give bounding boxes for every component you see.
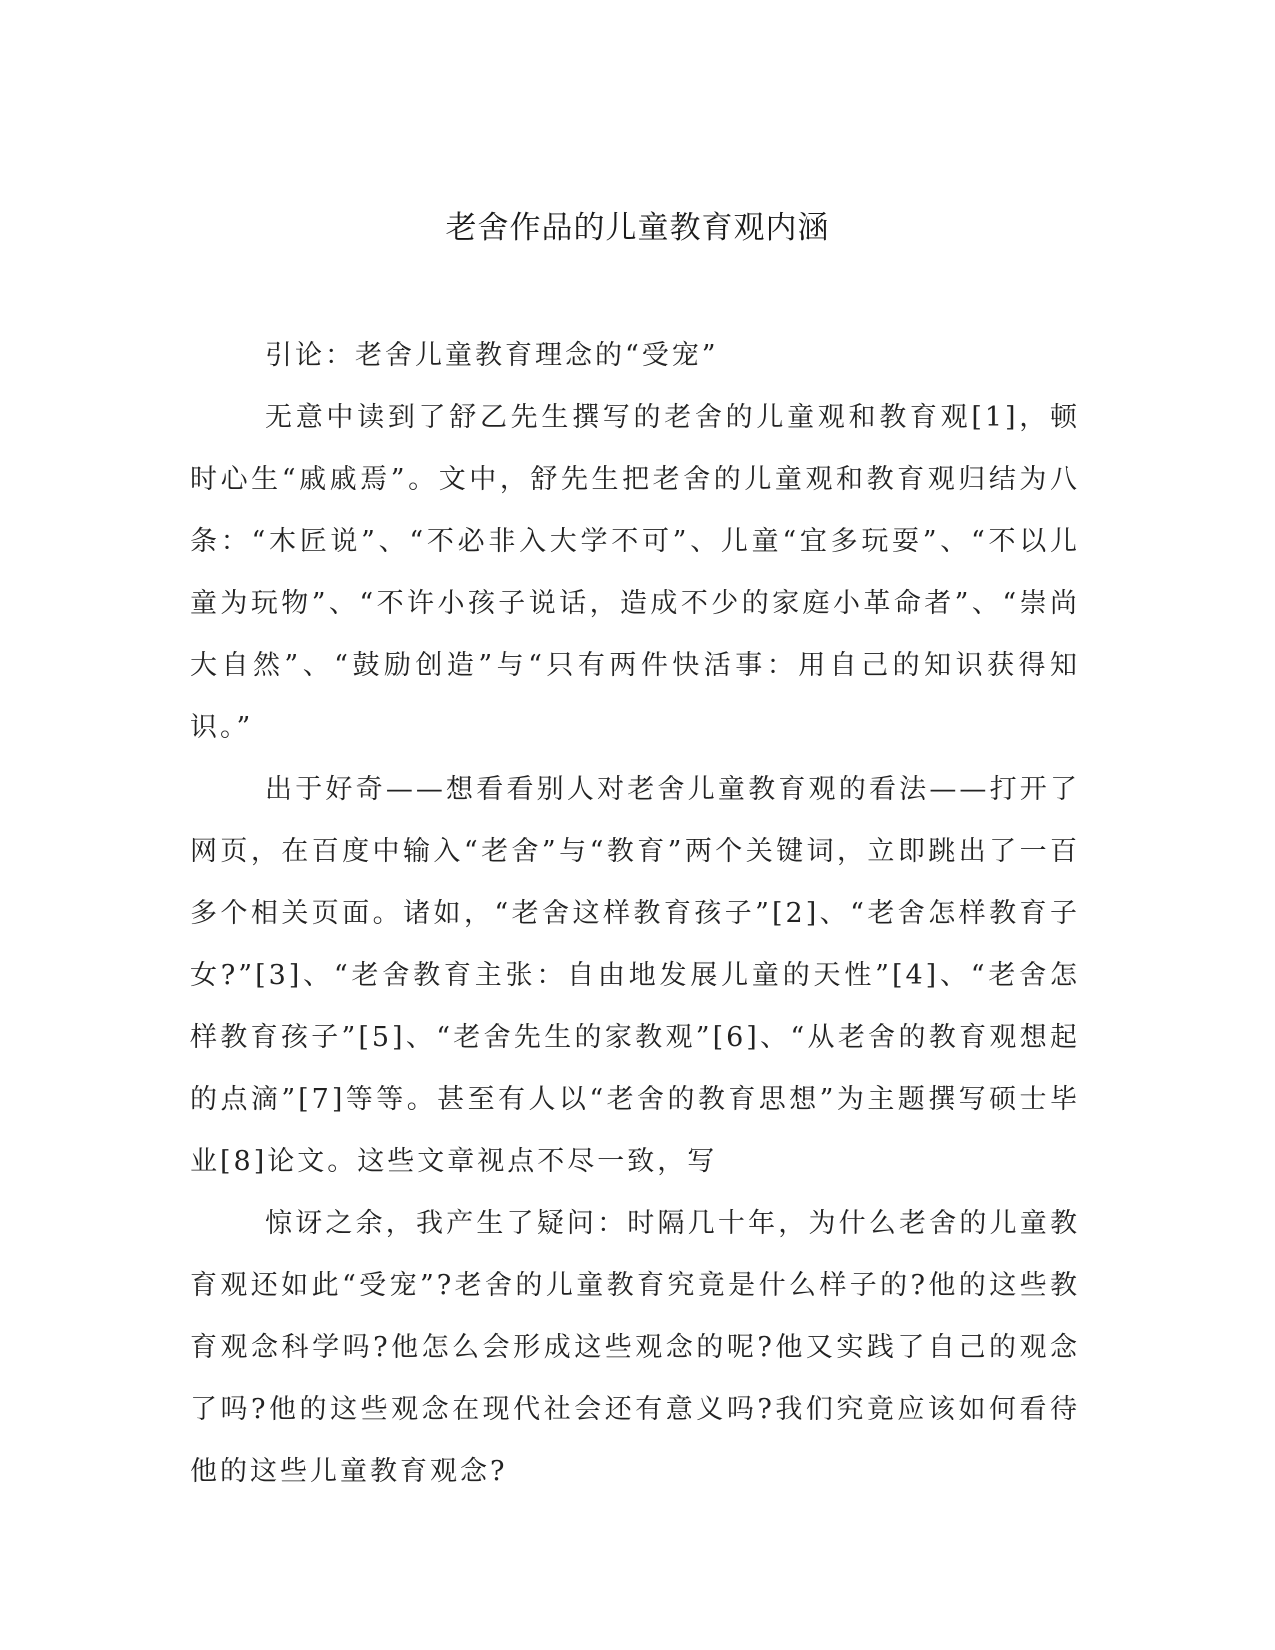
paragraph-2: 出于好奇——想看看别人对老舍儿童教育观的看法——打开了网页，在百度中输入“老舍”与“教育”两个关键词，立即跳出了一百多个相关页面。诸如，“老舍这样教育孩子”[2]、“老舍怎样教育子女?”[3]、“老舍教育主张：自由地发展儿童的天性”[4]、“老舍怎样教育孩子”[5]、“老舍先生的家教观”[6]、“从老舍的教育观想起的点滴”[7]等等。甚至有人以“老舍的教育思想”为主题撰写硕士毕业[8]论文。这些文章视点不尽一致，写 xyxy=(190,774,1080,1177)
document-title: 老舍作品的儿童教育观内涵 xyxy=(445,210,830,246)
document-body xyxy=(190,325,1080,1503)
paragraph-3: 惊讶之余，我产生了疑问：时隔几十年，为什么老舍的儿童教育观还如此“受宠”?老舍的儿童教育究竟是什么样子的?他的这些教育观念科学吗?他怎么会形成这些观念的呢?他又实践了自己的观念了吗?他的这些观念在现代社会还有意义吗?我们究竟应该如何看待他的这些儿童教育观念? xyxy=(190,1208,1080,1487)
paragraph-1: 无意中读到了舒乙先生撰写的老舍的儿童观和教育观[1]，顿时心生“戚戚焉”。文中，舒先生把老舍的儿童观和教育观归结为八条：“木匠说”、“不必非入大学不可”、儿童“宜多玩耍”、“不以儿童为玩物”、“不许小孩子说话，造成不少的家庭小革命者”、“崇尚大自然”、“鼓励创造”与“只有两件快活事：用自己的知识获得知识。” xyxy=(190,402,1080,743)
section-heading-intro: 引论：老舍儿童教育理念的“受宠” xyxy=(265,340,719,371)
